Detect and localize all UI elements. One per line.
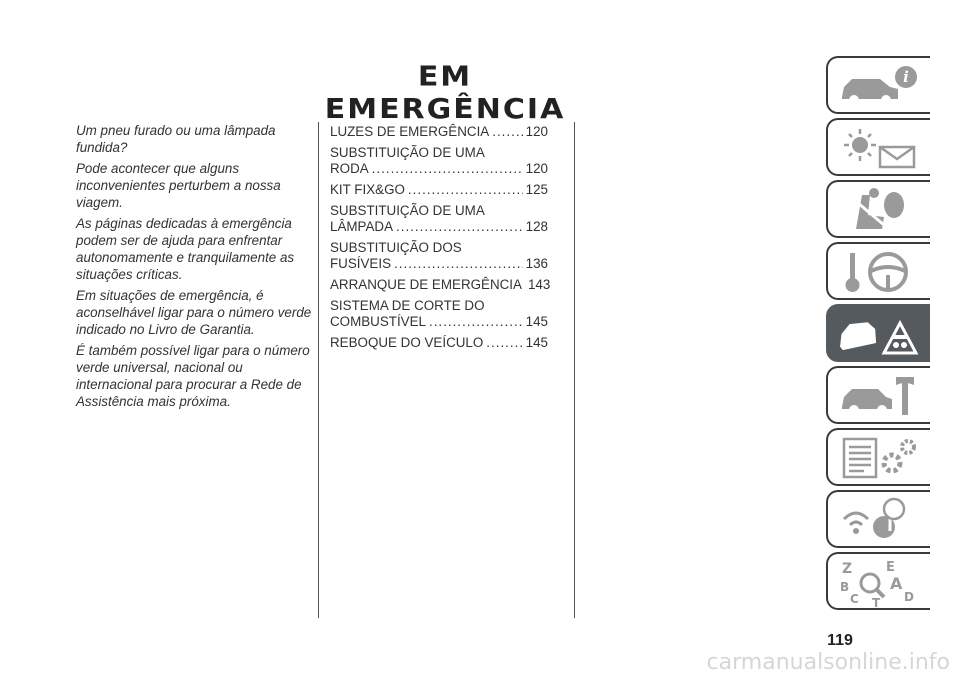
- watermark: carmanualsonline.info: [706, 650, 950, 675]
- chapter-tab-vehicle-info[interactable]: [826, 56, 930, 114]
- page-title: EM EMERGÊNCIA: [324, 60, 566, 126]
- specs-document-gear-icon: [834, 433, 924, 483]
- column-divider-left: [318, 122, 319, 618]
- chapter-tab-safety[interactable]: [826, 180, 930, 238]
- toc-entry-fix-and-go-kit[interactable]: [330, 182, 548, 198]
- page-number: 119: [827, 632, 853, 649]
- intro-paragraph: As páginas dedicadas à emergência podem ser de ajuda para enfrentar autonomamente e tranquilamente as situações críticas.: [76, 216, 295, 282]
- intro-paragraph: Um pneu furado ou uma lâmpada fundida?: [76, 123, 276, 155]
- index-letter: A: [890, 574, 903, 593]
- multimedia-music-icon: [834, 495, 924, 545]
- toc-entry-fuse-replacement[interactable]: [330, 240, 548, 272]
- toc-page-number: 136: [525, 256, 548, 271]
- index-letter: T: [872, 596, 881, 607]
- toc-entry-label: SISTEMA DE CORTE DO: [330, 298, 485, 313]
- index-letter: E: [886, 560, 895, 575]
- toc-entry-label: COMBUSTÍVEL: [330, 314, 426, 329]
- seat-airbag-icon: [834, 185, 924, 235]
- chapter-tab-starting-driving[interactable]: [826, 242, 930, 300]
- intro-paragraph: Em situações de emergência, é aconselhável ligar para o número verde indicado no Livro de Garantia.: [76, 288, 312, 337]
- toc-entry-label: LUZES DE EMERGÊNCIA: [330, 124, 490, 139]
- alphabetical-index-icon: [834, 557, 924, 607]
- toc-entry-label: SUBSTITUIÇÃO DE UMA: [330, 203, 485, 218]
- car-maintenance-wrench-icon: [834, 371, 924, 421]
- toc-page-number: 125: [525, 182, 548, 197]
- toc-leader-dots: [396, 219, 523, 235]
- intro-paragraph: É também possível ligar para o número verde universal, nacional ou internacional para procurar a Rede de Assistência mais próxima.: [76, 343, 310, 409]
- chapter-tab-technical-data[interactable]: [826, 428, 930, 486]
- toc-entry-fuel-cutoff[interactable]: [330, 298, 548, 330]
- toc-entry-vehicle-towing[interactable]: [330, 335, 548, 351]
- toc-leader-dots: [372, 161, 523, 177]
- toc-leader-dots: [429, 314, 523, 330]
- toc-entry-emergency-lights[interactable]: [330, 124, 548, 140]
- toc-entry-bulb-replacement[interactable]: [330, 203, 548, 235]
- toc-leader-dots: [394, 256, 523, 272]
- chapter-tab-dashboard-warnings[interactable]: [826, 118, 930, 176]
- intro-paragraph: Pode acontecer que alguns inconvenientes perturbem a nossa viagem.: [76, 161, 281, 210]
- toc-leader-dots: [492, 124, 522, 140]
- toc-page-number: 128: [525, 219, 548, 234]
- toc-entry-label: RODA: [330, 161, 369, 176]
- chapter-tab-multimedia[interactable]: [826, 490, 930, 548]
- index-letter: Z: [842, 561, 853, 577]
- toc-page-number: 120: [525, 161, 548, 176]
- toc-leader-dots: [486, 335, 522, 351]
- toc-page-number: 120: [525, 124, 548, 139]
- toc-entry-emergency-start[interactable]: [330, 277, 551, 293]
- chapter-tab-maintenance[interactable]: [826, 366, 930, 424]
- toc-entry-wheel-replacement[interactable]: [330, 145, 548, 177]
- table-of-contents: [330, 124, 551, 356]
- chapter-tab-emergency[interactable]: [826, 304, 930, 362]
- key-steering-wheel-icon: [834, 247, 924, 297]
- toc-entry-label: SUBSTITUIÇÃO DE UMA: [330, 145, 485, 160]
- toc-entry-label: SUBSTITUIÇÃO DOS: [330, 240, 462, 255]
- column-divider-right: [574, 122, 575, 618]
- chapter-tab-index[interactable]: [826, 552, 930, 610]
- toc-entry-label: REBOQUE DO VEÍCULO: [330, 335, 484, 350]
- toc-entry-label: KIT FIX&GO: [330, 182, 405, 197]
- index-letter: D: [904, 590, 914, 604]
- toc-leader-dots: [408, 182, 523, 198]
- index-letter: B: [840, 580, 850, 594]
- toc-entry-label: FUSÍVEIS: [330, 256, 392, 271]
- index-letter: C: [850, 592, 859, 606]
- car-breakdown-warning-icon: [834, 309, 924, 359]
- toc-entry-label: LÂMPADA: [330, 219, 394, 234]
- toc-page-number: 145: [525, 314, 548, 329]
- toc-entry-label: ARRANQUE DE EMERGÊNCIA: [330, 277, 522, 292]
- svg-text:i: i: [903, 68, 909, 86]
- intro-text: [76, 122, 316, 414]
- warning-lights-message-icon: [834, 123, 924, 173]
- toc-page-number: 145: [525, 335, 548, 350]
- car-info-icon: [834, 61, 924, 111]
- toc-page-number: 143: [527, 277, 551, 292]
